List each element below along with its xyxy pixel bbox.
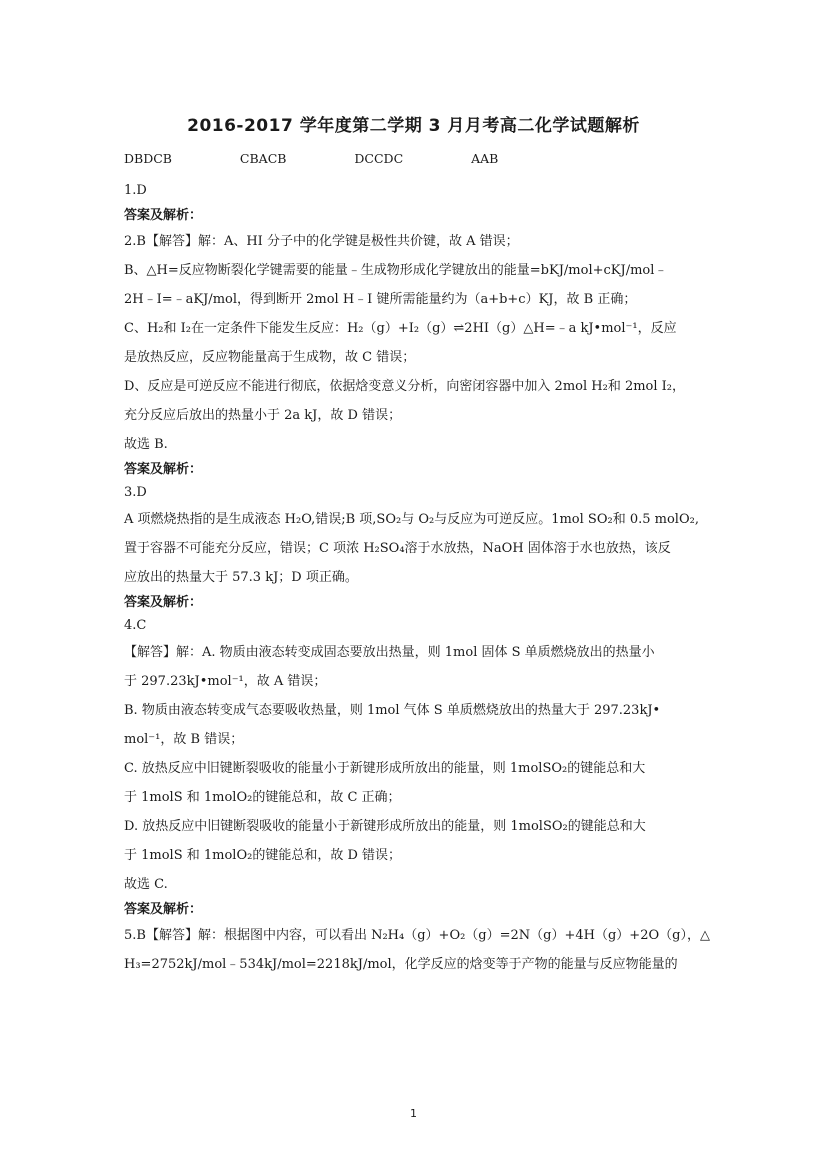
page-number: 1 — [410, 1107, 417, 1120]
q2-line-7: 充分反应后放出的热量小于 2a kJ，故 D 错误； — [124, 408, 402, 423]
q4-line-3: 于 297.23kJ•mol⁻¹，故 A 错误； — [124, 674, 327, 689]
q4-line-1: 4.C — [124, 618, 147, 633]
q2-line-2: B、△H=反应物断裂化学键需要的能量﹣生成物形成化学键放出的能量=bKJ/mol+cKJ/mol﹣ — [124, 263, 668, 278]
q3-line-2: A 项燃烧热指的是生成液态 H₂O,错误;B 项,SO₂与 O₂与反应为可逆反应。1mol SO₂和 0.5 molO₂, — [124, 512, 699, 527]
q3-line-3: 置于容器不可能充分反应，错误；C 项浓 H₂SO₄溶于水放热，NaOH 固体溶于水也放热，该反 — [124, 541, 671, 556]
q3-line-4: 应放出的热量大于 57.3 kJ；D 项正确。 — [124, 570, 358, 585]
q3-line-1: 3.D — [124, 485, 147, 500]
q4-line-9: 于 1molS 和 1molO₂的键能总和，故 D 错误； — [124, 848, 402, 863]
q2-line-1: 2.B【解答】解：A、HI 分子中的化学键是极性共价键，故 A 错误； — [124, 234, 519, 249]
q1-answer: 1.D — [124, 183, 147, 198]
q2-line-6: D、反应是可逆反应不能进行彻底，依据焓变意义分析，向密闭容器中加入 2mol H₂和 2mol I₂， — [124, 379, 686, 394]
q4-line-2: 【解答】解：A. 物质由液态转变成固态要放出热量，则 1mol 固体 S 单质燃烧放出的热量小 — [124, 645, 655, 660]
q2-line-5: 是放热反应，反应物能量高于生成物，故 C 错误； — [124, 350, 416, 365]
q2-line-3: 2H﹣I=﹣aKJ/mol，得到断开 2mol H﹣I 键所需能量约为（a+b+c）KJ，故 B 正确； — [124, 292, 637, 307]
q4-line-4: B. 物质由液态转变成气态要吸收热量，则 1mol 气体 S 单质燃烧放出的热量大于 297.23kJ• — [124, 703, 661, 718]
answer-key: DBDCB CBACB DCCDC AAB — [124, 151, 499, 166]
solution-body — [124, 176, 710, 979]
q4-line-8: D. 放热反应中旧键断裂吸收的能量小于新键形成所放出的能量，则 1molSO₂的键能总和大 — [124, 819, 646, 834]
q4-line-5: mol⁻¹，故 B 错误； — [124, 732, 244, 747]
q1-label: 答案及解析： — [124, 208, 203, 223]
q4-line-10: 故选 C. — [124, 877, 168, 892]
q4-line-7: 于 1molS 和 1molO₂的键能总和，故 C 正确； — [124, 790, 401, 805]
q4-label: 答案及解析： — [124, 902, 203, 917]
q2-line-4: C、H₂和 I₂在一定条件下能发生反应：H₂（g）+I₂（g）⇌2HI（g）△H=﹣a kJ•mol⁻¹，反应 — [124, 321, 677, 336]
page-title: 2016-2017 学年度第二学期 3 月月考高二化学试题解析 — [187, 116, 640, 136]
q5-line-1: 5.B【解答】解：根据图中内容，可以看出 N₂H₄（g）+O₂（g）=2N（g）+4H（g）+2O（g），△ — [124, 928, 710, 943]
q2-line-8: 故选 B. — [124, 437, 168, 452]
q5-line-2: H₃=2752kJ/mol﹣534kJ/mol=2218kJ/mol，化学反应的焓变等于产物的能量与反应物能量的 — [124, 957, 678, 972]
q3-label: 答案及解析： — [124, 595, 203, 610]
q4-line-6: C. 放热反应中旧键断裂吸收的能量小于新键形成所放出的能量，则 1molSO₂的键能总和大 — [124, 761, 646, 776]
q2-label: 答案及解析： — [124, 462, 203, 477]
